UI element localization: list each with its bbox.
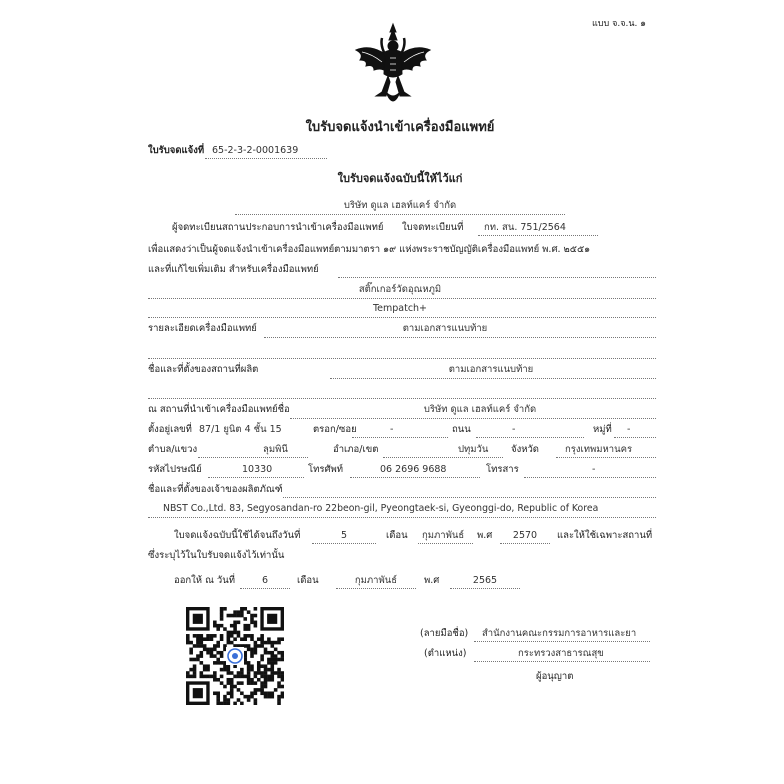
- reg-no-label: ใบรับจดแจ้งที่: [148, 145, 205, 156]
- details-value: ตามเอกสารแนบท้าย: [402, 323, 488, 334]
- issued-day: 6: [261, 575, 269, 586]
- validity-month-dotline: [418, 543, 473, 544]
- licensee-label: ผู้จดทะเบียนสถานประกอบการนำเข้าเครื่องมือแพทย์: [172, 222, 384, 233]
- road-value: -: [512, 424, 516, 435]
- license-dotline: [478, 235, 598, 236]
- validity-month-label: เดือน: [386, 530, 408, 541]
- reg-no-dotline: [205, 158, 327, 159]
- postcode-label: รหัสไปรษณีย์: [148, 464, 202, 475]
- issued-day-dotline: [240, 588, 290, 589]
- details-dotline: [264, 337, 656, 338]
- soi-dotline: [352, 437, 448, 438]
- owner-dotline: [283, 497, 656, 498]
- issued-year: 2565: [472, 575, 498, 586]
- issued-year-label: พ.ศ: [424, 575, 440, 586]
- details-dotline-2: [148, 358, 656, 359]
- amend-line: และที่แก้ไขเพิ่มเติม สำหรับเครื่องมือแพทย์: [148, 264, 319, 275]
- validity-label: ใบจดแจ้งฉบับนี้ใช้ได้จนถึงวันที่: [174, 530, 301, 541]
- phone-label: โทรศัพท์: [308, 464, 344, 475]
- validity-year: 2570: [512, 530, 538, 541]
- signature-label: (ลายมือชื่อ): [420, 628, 469, 639]
- subdistrict-dotline: [198, 457, 308, 458]
- validity-year-label: พ.ศ: [477, 530, 493, 541]
- phone-dotline: [350, 477, 480, 478]
- fax-dotline: [524, 477, 656, 478]
- issued-month-dotline: [336, 588, 416, 589]
- moo-dotline: [614, 437, 656, 438]
- device-en-dotline: [148, 317, 656, 318]
- issued-year-dotline: [450, 588, 520, 589]
- province-label: จังหวัด: [511, 444, 539, 455]
- district-label: อำเภอ/เขต: [333, 444, 379, 455]
- statement-line: เพื่อแสดงว่าเป็นผู้จดแจ้งนำเข้าเครื่องมือแพทย์ตามมาตรา ๑๙ แห่งพระราชบัญญัติเครื่องมือแพทย์ พ.ศ. ๒๕๕๑: [148, 244, 591, 255]
- subdistrict-value: ลุมพินี: [263, 444, 288, 455]
- qr-code: [186, 607, 284, 705]
- position-label: (ตำแหน่ง): [424, 648, 467, 659]
- manufacturer-site-label: ชื่อและที่ตั้งของสถานที่ผลิต: [148, 364, 259, 375]
- signature-dotline: [474, 641, 650, 642]
- manufacturer-site-value: ตามเอกสารแนบท้าย: [448, 364, 534, 375]
- owner-dotline-2: [148, 517, 656, 518]
- moo-value: -: [627, 424, 631, 435]
- soi-label: ตรอก/ซอย: [313, 424, 357, 435]
- issued-month-label: เดือน: [297, 575, 319, 586]
- authority-label: ผู้อนุญาต: [536, 671, 574, 682]
- address-value: 87/1 ยูนิต 4 ชั้น 15: [199, 424, 282, 435]
- amend-dotline: [338, 277, 656, 278]
- address-label: ตั้งอยู่เลขที่: [148, 424, 192, 435]
- district-dotline: [383, 457, 503, 458]
- license-no-label: ใบจดทะเบียนที่: [402, 222, 464, 233]
- import-site-dotline: [290, 418, 656, 419]
- import-site-value: บริษัท ดูแล เฮลท์แคร์ จำกัด: [423, 404, 537, 415]
- subdistrict-label: ตำบล/แขวง: [148, 444, 198, 455]
- district-value: ปทุมวัน: [458, 444, 489, 455]
- position-value: กระทรวงสาธารณสุข: [518, 648, 604, 659]
- fax-value: -: [592, 464, 596, 475]
- road-dotline: [476, 437, 584, 438]
- company-name: บริษัท ดูแล เฮลท์แคร์ จำกัด: [343, 200, 457, 211]
- fax-label: โทรสาร: [486, 464, 519, 475]
- province-dotline: [556, 457, 656, 458]
- manufacturer-dotline: [330, 378, 656, 379]
- signature-value: สำนักงานคณะกรรมการอาหารและยา: [482, 628, 637, 639]
- device-name-th: สติ๊กเกอร์วัดอุณหภูมิ: [358, 284, 442, 295]
- manufacturer-dotline-2: [148, 398, 656, 399]
- validity-day-dotline: [312, 543, 376, 544]
- validity-tail: และให้ใช้เฉพาะสถานที่: [557, 530, 653, 541]
- form-code: แบบ จ.จ.น. ๑: [592, 19, 646, 29]
- issued-to-heading: ใบรับจดแจ้งฉบับนี้ให้ไว้แก่: [337, 172, 463, 185]
- validity-year-dotline: [500, 543, 550, 544]
- validity-month: กุมภาพันธ์: [422, 530, 465, 541]
- company-dotline: [235, 214, 565, 215]
- validity-line2: ซึ่งระบุไว้ในใบรับจดแจ้งไว้เท่านั้น: [148, 550, 285, 561]
- device-name-en: Tempatch+: [372, 303, 428, 314]
- details-label: รายละเอียดเครื่องมือแพทย์: [148, 323, 257, 334]
- owner-label: ชื่อและที่ตั้งของเจ้าของผลิตภัณฑ์: [148, 484, 283, 495]
- road-label: ถนน: [452, 424, 471, 435]
- soi-value: -: [390, 424, 394, 435]
- issued-label: ออกให้ ณ วันที่: [174, 575, 236, 586]
- postcode-value: 10330: [242, 464, 273, 475]
- position-dotline: [474, 661, 650, 662]
- province-value: กรุงเทพมหานคร: [565, 444, 633, 455]
- issued-month: กุมภาพันธ์: [354, 575, 398, 586]
- phone-value: 06 2696 9688: [380, 464, 447, 475]
- import-site-label: ณ สถานที่นำเข้าเครื่องมือแพทย์ชื่อ: [148, 404, 290, 415]
- garuda-emblem-icon: [352, 22, 434, 110]
- postcode-dotline: [208, 477, 304, 478]
- document-title: ใบรับจดแจ้งนำเข้าเครื่องมือแพทย์: [305, 120, 495, 135]
- license-no-value: กท. สน. 751/2564: [484, 222, 566, 233]
- owner-value: NBST Co.,Ltd. 83, Segyosandan-ro 22beon-gil, Pyeongtaek-si, Gyeonggi-do, Republic of Korea: [163, 503, 599, 514]
- device-th-dotline: [148, 298, 656, 299]
- reg-no-value: 65-2-3-2-0001639: [212, 145, 299, 156]
- moo-label: หมู่ที่: [593, 424, 612, 435]
- validity-day: 5: [340, 530, 348, 541]
